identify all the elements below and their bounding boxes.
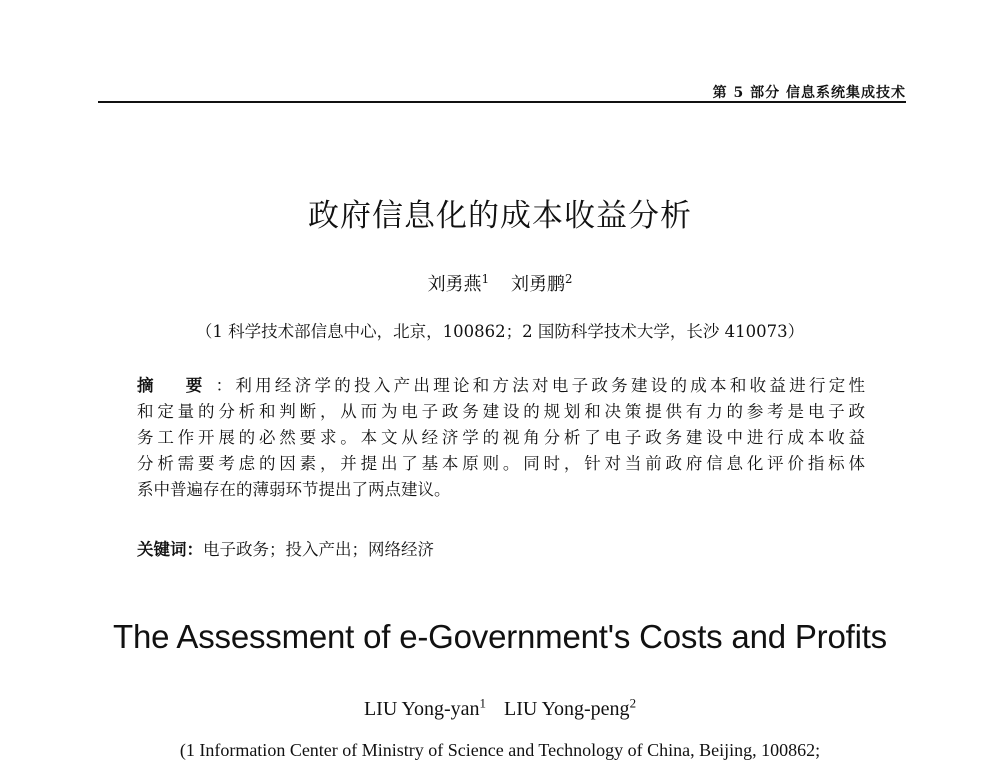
chinese-author-1: 刘勇燕 [427,274,482,295]
keywords-value: 电子政务；投入产出；网络经济 [203,540,434,559]
running-head: 第 5 部分 信息系统集成技术 [712,85,906,101]
english-author-2: LIU Yong-peng [504,698,630,720]
english-affiliation: (1 Information Center of Ministry of Science and Technology of China, Beijing, 100862; [179,740,821,760]
english-title: The Assessment of e-Government's Costs and Profits [113,618,887,655]
abstract-label: 摘 要 [137,376,216,395]
chinese-author-2: 刘勇鹏 [511,274,565,295]
keywords-label: 关键词： [137,540,203,559]
abstract-line: 分析需要考虑的因素，并提出了基本原则。同时，针对当前政府信息化评价指标体 [137,454,865,473]
chinese-abstract [137,373,865,503]
chinese-authors [0,270,1000,296]
chinese-author-2-sup: 2 [565,272,573,286]
abstract-line: 摘 要：利用经济学的投入产出理论和方法对电子政务建设的成本和收益进行定性 [137,376,866,395]
chinese-keywords [137,536,434,560]
english-authors [0,695,1000,721]
chinese-author-1-sup: 1 [481,272,489,286]
abstract-line: 务工作开展的必然要求。本文从经济学的视角分析了电子政务建设中进行成本收益 [137,428,865,447]
english-author-2-sup: 2 [629,695,637,711]
abstract-line: 系中普遍存在的薄弱环节提出了两点建议。 [137,480,451,499]
chinese-affiliation: （1 科学技术部信息中心，北京，100862；2 国防科学技术大学，长沙 410073） [195,322,805,341]
header-rule [98,101,906,103]
chinese-title: 政府信息化的成本收益分析 [308,198,692,234]
abstract-line: 和定量的分析和判断，从而为电子政务建设的规划和决策提供有力的参考是电子政 [137,402,865,421]
english-author-1-sup: 1 [479,695,486,711]
english-author-1: LIU Yong-yan [363,698,480,720]
